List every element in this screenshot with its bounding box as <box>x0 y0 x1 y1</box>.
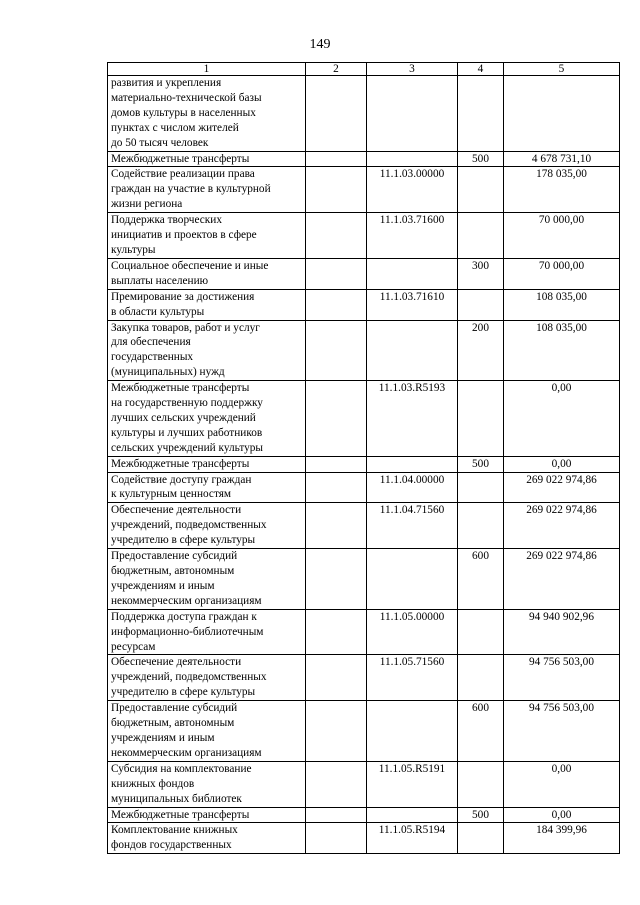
row-col2-cell <box>306 472 367 503</box>
row-type-cell: 600 <box>458 701 504 762</box>
row-code-cell <box>367 258 458 289</box>
row-name-cell: Межбюджетные трансферты <box>108 456 306 472</box>
row-name-cell: Предоставление субсидий бюджетным, автономным учреждениям и иным некоммерческим организациям <box>108 549 306 610</box>
row-amount-cell: 184 399,96 <box>504 823 620 854</box>
row-col2-cell <box>306 381 367 457</box>
row-amount-cell <box>504 76 620 152</box>
row-code-cell <box>367 76 458 152</box>
row-amount-cell: 269 022 974,86 <box>504 472 620 503</box>
row-col2-cell <box>306 320 367 381</box>
row-name-cell: Предоставление субсидий бюджетным, автономным учреждениям и иным некоммерческим организациям <box>108 701 306 762</box>
table-row <box>108 167 620 213</box>
row-type-cell <box>458 213 504 259</box>
row-type-cell <box>458 167 504 213</box>
row-amount-cell: 108 035,00 <box>504 320 620 381</box>
row-name-cell: Межбюджетные трансферты на государственную поддержку лучших сельских учреждений культуры и лучших работников сельских учреждений культуры <box>108 381 306 457</box>
row-code-cell: 11.1.03.71600 <box>367 213 458 259</box>
table-row <box>108 151 620 167</box>
row-amount-cell: 0,00 <box>504 761 620 807</box>
row-type-cell <box>458 609 504 655</box>
row-col2-cell <box>306 289 367 320</box>
row-amount-cell: 178 035,00 <box>504 167 620 213</box>
row-name-cell: Субсидия на комплектование книжных фондов муниципальных библиотек <box>108 761 306 807</box>
row-name-cell: Поддержка творческих инициатив и проектов в сфере культуры <box>108 213 306 259</box>
row-type-cell: 300 <box>458 258 504 289</box>
row-amount-cell: 70 000,00 <box>504 258 620 289</box>
row-code-cell <box>367 456 458 472</box>
row-code-cell <box>367 320 458 381</box>
row-name-cell: Содействие доступу граждан к культурным ценностям <box>108 472 306 503</box>
row-col2-cell <box>306 213 367 259</box>
row-amount-cell: 108 035,00 <box>504 289 620 320</box>
budget-table-body <box>108 63 620 854</box>
table-header-row <box>108 63 620 76</box>
row-code-cell <box>367 151 458 167</box>
row-type-cell <box>458 76 504 152</box>
row-type-cell: 500 <box>458 456 504 472</box>
table-row <box>108 289 620 320</box>
row-col2-cell <box>306 807 367 823</box>
row-type-cell <box>458 503 504 549</box>
row-amount-cell: 0,00 <box>504 456 620 472</box>
table-row <box>108 609 620 655</box>
table-row <box>108 761 620 807</box>
budget-table <box>107 62 620 854</box>
row-amount-cell: 70 000,00 <box>504 213 620 259</box>
column-header-3: 3 <box>367 63 458 76</box>
column-header-5: 5 <box>504 63 620 76</box>
row-name-cell: Поддержка доступа граждан к информационно-библиотечным ресурсам <box>108 609 306 655</box>
row-type-cell: 600 <box>458 549 504 610</box>
row-amount-cell: 269 022 974,86 <box>504 549 620 610</box>
row-name-cell: Комплектование книжных фондов государственных <box>108 823 306 854</box>
row-name-cell: Межбюджетные трансферты <box>108 807 306 823</box>
row-type-cell <box>458 655 504 701</box>
row-code-cell <box>367 701 458 762</box>
row-col2-cell <box>306 823 367 854</box>
row-amount-cell: 94 940 902,96 <box>504 609 620 655</box>
row-code-cell: 11.1.04.00000 <box>367 472 458 503</box>
row-amount-cell: 269 022 974,86 <box>504 503 620 549</box>
row-type-cell <box>458 289 504 320</box>
row-code-cell: 11.1.05.R5191 <box>367 761 458 807</box>
row-code-cell: 11.1.03.R5193 <box>367 381 458 457</box>
row-col2-cell <box>306 701 367 762</box>
row-code-cell <box>367 807 458 823</box>
table-row <box>108 472 620 503</box>
row-type-cell <box>458 381 504 457</box>
row-name-cell: Закупка товаров, работ и услуг для обеспечения государственных (муниципальных) нужд <box>108 320 306 381</box>
row-col2-cell <box>306 151 367 167</box>
table-row <box>108 258 620 289</box>
row-amount-cell: 94 756 503,00 <box>504 701 620 762</box>
row-type-cell: 500 <box>458 807 504 823</box>
row-col2-cell <box>306 167 367 213</box>
row-code-cell: 11.1.05.R5194 <box>367 823 458 854</box>
row-code-cell: 11.1.04.71560 <box>367 503 458 549</box>
table-row <box>108 807 620 823</box>
row-type-cell <box>458 472 504 503</box>
table-row <box>108 823 620 854</box>
table-row <box>108 213 620 259</box>
row-name-cell: развития и укрепления материально-технической базы домов культуры в населенных пунктах с числом жителей до 50 тысяч человек <box>108 76 306 152</box>
row-code-cell: 11.1.03.00000 <box>367 167 458 213</box>
row-col2-cell <box>306 549 367 610</box>
row-col2-cell <box>306 503 367 549</box>
table-row <box>108 381 620 457</box>
column-header-2: 2 <box>306 63 367 76</box>
column-header-1: 1 <box>108 63 306 76</box>
row-code-cell: 11.1.05.71560 <box>367 655 458 701</box>
row-col2-cell <box>306 258 367 289</box>
row-amount-cell: 4 678 731,10 <box>504 151 620 167</box>
table-row <box>108 549 620 610</box>
row-amount-cell: 0,00 <box>504 807 620 823</box>
row-code-cell <box>367 549 458 610</box>
row-name-cell: Социальное обеспечение и иные выплаты населению <box>108 258 306 289</box>
row-col2-cell <box>306 456 367 472</box>
page-number: 149 <box>309 37 331 52</box>
column-header-4: 4 <box>458 63 504 76</box>
table-row <box>108 701 620 762</box>
row-col2-cell <box>306 761 367 807</box>
row-amount-cell: 94 756 503,00 <box>504 655 620 701</box>
table-row <box>108 503 620 549</box>
row-code-cell: 11.1.03.71610 <box>367 289 458 320</box>
row-type-cell <box>458 761 504 807</box>
row-name-cell: Обеспечение деятельности учреждений, подведомственных учредителю в сфере культуры <box>108 655 306 701</box>
row-amount-cell: 0,00 <box>504 381 620 457</box>
row-type-cell: 200 <box>458 320 504 381</box>
row-code-cell: 11.1.05.00000 <box>367 609 458 655</box>
row-name-cell: Премирование за достижения в области культуры <box>108 289 306 320</box>
row-col2-cell <box>306 76 367 152</box>
row-name-cell: Обеспечение деятельности учреждений, подведомственных учредителю в сфере культуры <box>108 503 306 549</box>
row-type-cell <box>458 823 504 854</box>
table-row <box>108 320 620 381</box>
table-row <box>108 655 620 701</box>
row-type-cell: 500 <box>458 151 504 167</box>
row-col2-cell <box>306 655 367 701</box>
row-name-cell: Межбюджетные трансферты <box>108 151 306 167</box>
row-col2-cell <box>306 609 367 655</box>
table-row <box>108 456 620 472</box>
row-name-cell: Содействие реализации права граждан на участие в культурной жизни региона <box>108 167 306 213</box>
table-row <box>108 76 620 152</box>
